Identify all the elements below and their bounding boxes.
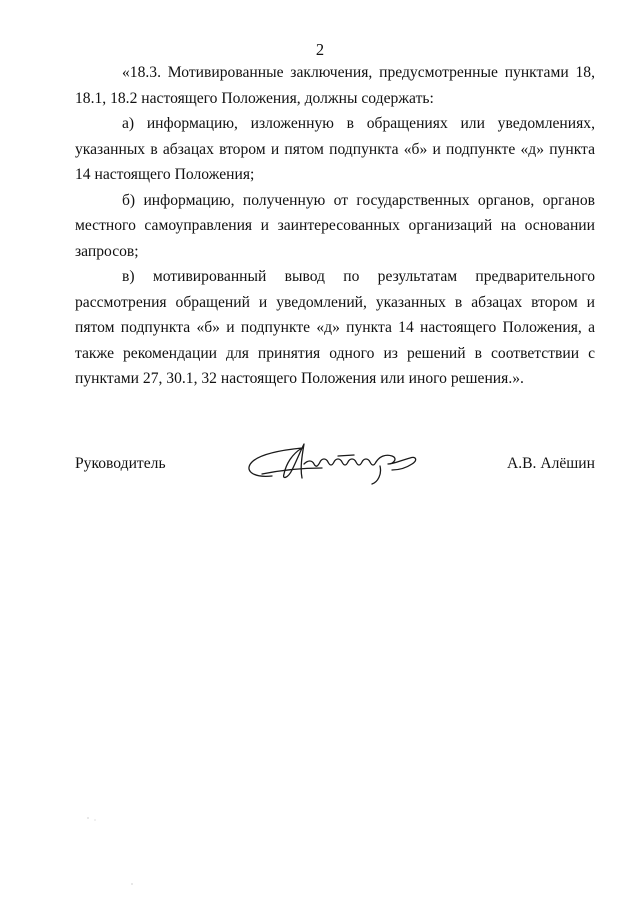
signatory-position: Руководитель	[75, 455, 166, 472]
paragraph-18-3-intro: «18.3. Мотивированные заключения, предусмотренные пунктами 18, 18.1, 18.2 настоящего Положения, должны содержать:	[75, 64, 595, 107]
paragraph-item-b: б) информацию, полученную от государственных органов, органов местного самоуправления и заинтересованных организаций на основании запросов;	[75, 191, 595, 260]
page-number: 2	[315, 40, 325, 59]
document-body	[75, 60, 595, 392]
paragraph-item-a: а) информацию, изложенную в обращениях или уведомлениях, указанных в абзацах втором и пятом подпункта «б» и подпункте «д» пункта 14 настоящего Положения;	[75, 115, 595, 183]
signature-block	[75, 446, 595, 496]
signatory-name: А.В. Алёшин	[506, 455, 595, 472]
paragraph-item-v: в) мотивированный вывод по результатам предварительного рассмотрения обращений и уведомлений, указанных в абзацах втором и пятом подпункта «б» и подпункте «д» пункта 14 настоящего Положения, а также рекомендации для принятия одного из решений в соответствии с пунктами 27, 30.1, 32 настоящего Положения или иного решения.».	[75, 268, 595, 387]
handwritten-signature	[242, 434, 442, 490]
